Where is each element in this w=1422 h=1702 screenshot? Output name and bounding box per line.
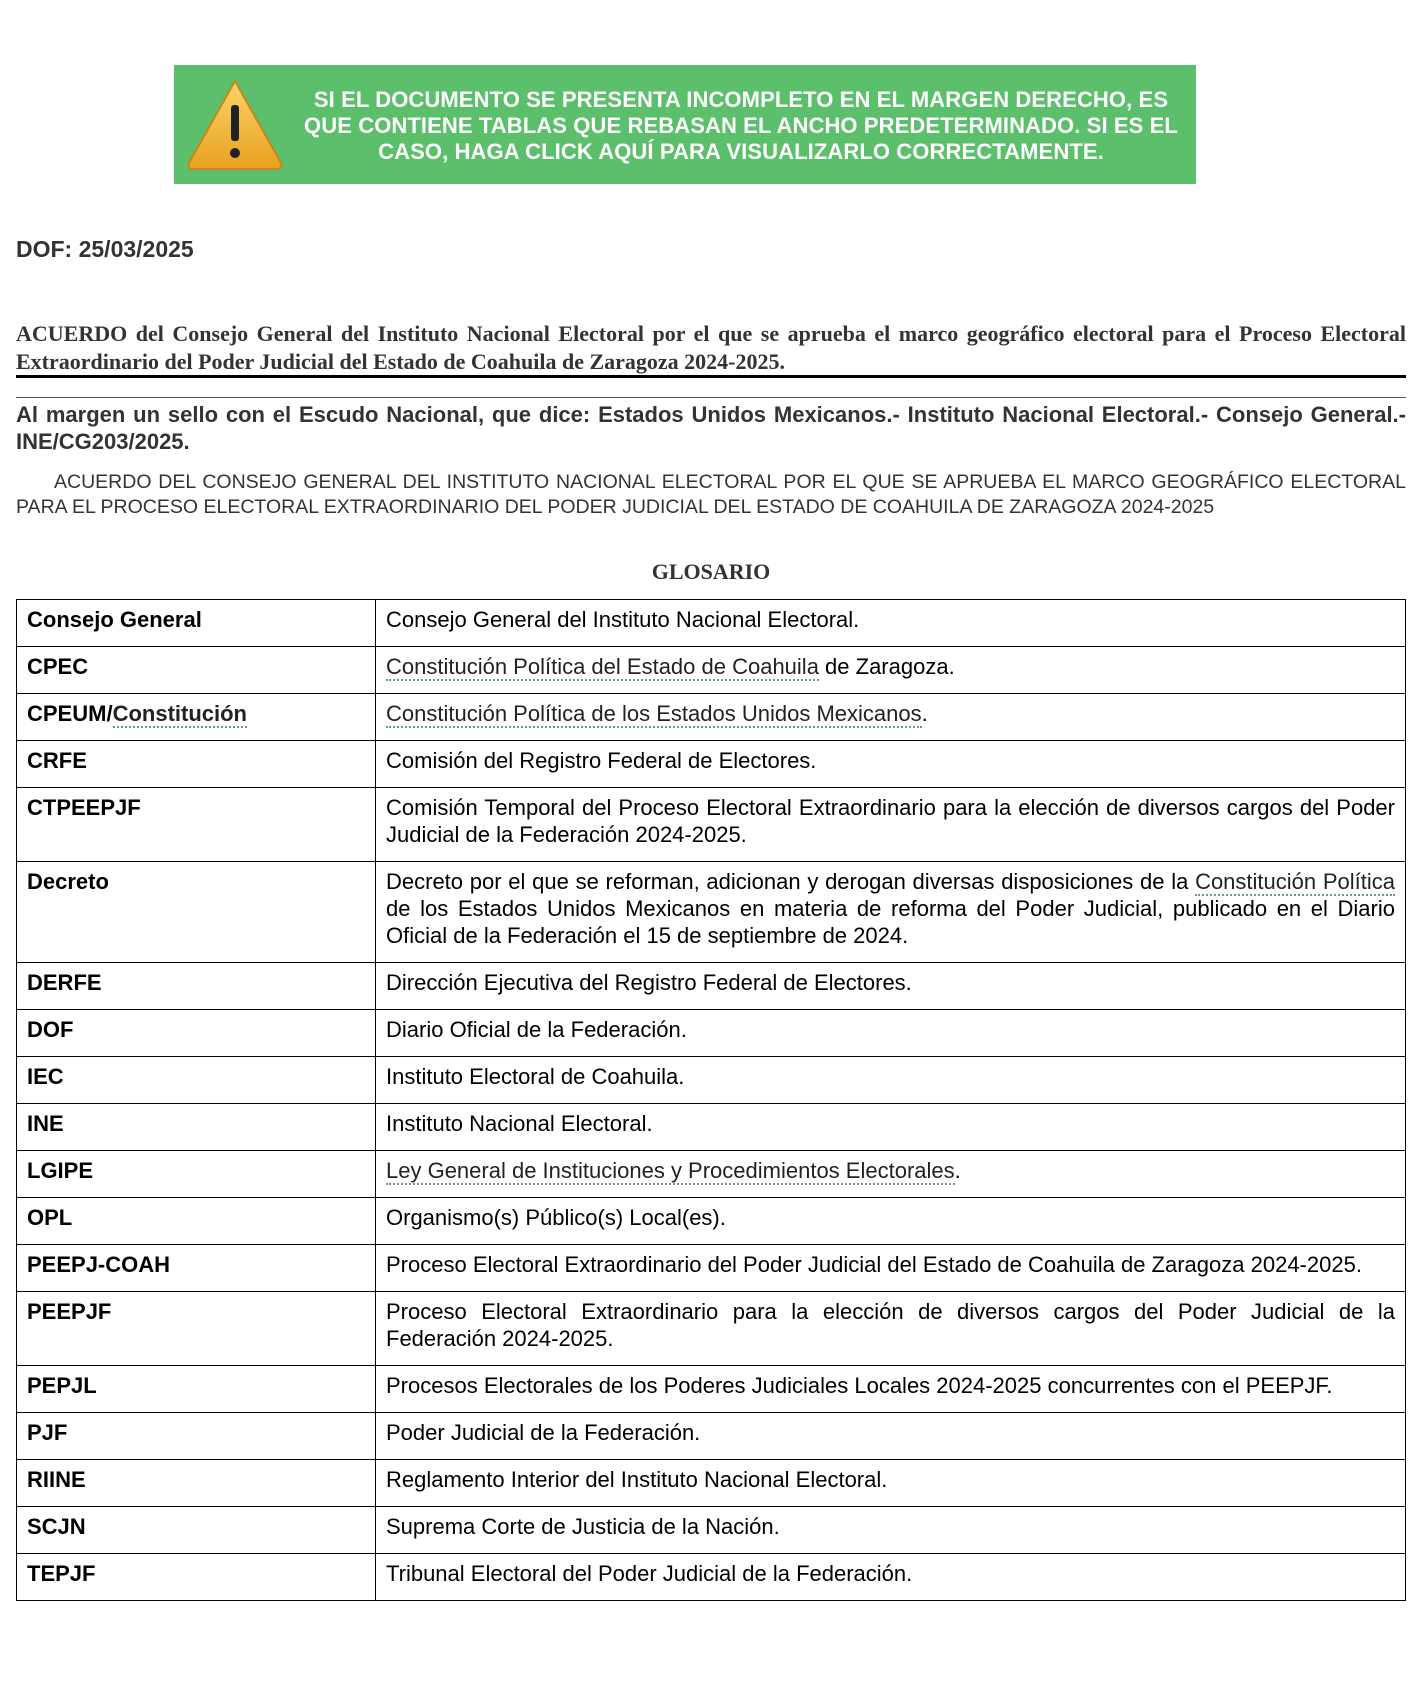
glossary-row [17,862,1406,963]
glossary-term-text: CPEC [27,654,89,679]
definition-text: Consejo General del Instituto Nacional Electoral. [386,607,860,632]
glossary-table [16,599,1406,1601]
glossary-definition [376,1198,1406,1245]
glossary-term [17,1010,376,1057]
glossary-term [17,1366,376,1413]
glossary-definition [376,1554,1406,1601]
publication-date: DOF: 25/03/2025 [16,236,194,262]
glossary-term-text: IEC [27,1064,64,1089]
glossary-term-text: INE [27,1111,64,1136]
definition-text: Tribunal Electoral del Poder Judicial de la Federación. [386,1561,913,1586]
glossary-term [17,1292,376,1366]
definition-text: Proceso Electoral Extraordinario del Poder Judicial del Estado de Coahuila de Zaragoza 2024-2025. [386,1252,1362,1277]
glossary-definition [376,1413,1406,1460]
definition-text: Proceso Electoral Extraordinario para la elección de diversos cargos del Poder Judicial de la Federación 2024-2025. [386,1299,1395,1351]
glossary-definition [376,1151,1406,1198]
glossary-term [17,1507,376,1554]
glossary-term-text: PEPJL [27,1373,97,1398]
legislation-link[interactable]: Ley General de Instituciones y Procedimientos Electorales [386,1158,955,1183]
glossary-definition [376,1057,1406,1104]
glossary-term [17,647,376,694]
glossary-definition [376,1460,1406,1507]
glossary-term-text: DOF [27,1017,74,1042]
definition-text: Decreto por el que se reforman, adicionan y derogan diversas disposiciones de la [386,869,1196,894]
definition-text: . [921,701,928,726]
glossary-term [17,862,376,963]
definition-text: Procesos Electorales de los Poderes Judiciales Locales 2024-2025 concurrentes con el PEEPJF. [386,1373,1333,1398]
glossary-term-text: PEEPJF [27,1299,112,1324]
glossary-term-text: SCJN [27,1514,86,1539]
glossary-term-text: OPL [27,1205,73,1230]
glossary-term-text: Decreto [27,869,109,894]
glossary-row [17,1104,1406,1151]
glossary-term [17,1104,376,1151]
definition-text: . [954,1158,961,1183]
glossary-definition [376,963,1406,1010]
glossary-definition [376,1104,1406,1151]
glossary-term-text: DERFE [27,970,102,995]
glossary-term [17,1245,376,1292]
glossary-term [17,963,376,1010]
glossary-term-text: TEPJF [27,1561,96,1586]
glossary-row [17,1292,1406,1366]
legislation-link[interactable]: Constitución Política [1195,869,1396,894]
glossary-term [17,1460,376,1507]
legislation-link[interactable]: Constitución Política del Estado de Coahuila [386,654,819,679]
glossary-term-text: CRFE [27,748,87,773]
glossary-row [17,1057,1406,1104]
title-divider-thin [16,397,1406,398]
glossary-term [17,1151,376,1198]
title-divider [16,375,1406,378]
definition-text: Instituto Nacional Electoral. [386,1111,653,1136]
glossary-row [17,647,1406,694]
definition-text: Reglamento Interior del Instituto Nacional Electoral. [386,1467,888,1492]
definition-text: Comisión del Registro Federal de Electores. [386,748,817,773]
glossary-definition [376,647,1406,694]
definition-text: Dirección Ejecutiva del Registro Federal de Electores. [386,970,912,995]
glossary-term [17,1198,376,1245]
glossary-definition [376,694,1406,741]
definition-text: Comisión Temporal del Proceso Electoral Extraordinario para la elección de diversos cargos del Poder Judicial de la Federación 2024-2025. [386,795,1395,847]
definition-text: de los Estados Unidos Mexicanos en materia de reforma del Poder Judicial, publicado en el Diario Oficial de la Federación el 15 de septiembre de 2024. [386,896,1395,948]
glossary-definition [376,1245,1406,1292]
glossary-row [17,1413,1406,1460]
legislation-link[interactable]: Constitución Política de los Estados Unidos Mexicanos [386,701,922,726]
glossary-definition [376,1507,1406,1554]
seal-description: Al margen un sello con el Escudo Nacional, que dice: Estados Unidos Mexicanos.- Instituto Nacional Electoral.- Consejo General.- INE/CG203/2025. [16,402,1406,454]
glossary-row [17,1245,1406,1292]
warning-icon [184,75,286,173]
glossary-row [17,600,1406,647]
glossary-heading: GLOSARIO [651,559,771,584]
glossary-definition [376,1010,1406,1057]
glossary-row [17,1460,1406,1507]
glossary-row [17,741,1406,788]
glossary-row [17,963,1406,1010]
glossary-row [17,788,1406,862]
definition-text: Suprema Corte de Justicia de la Nación. [386,1514,780,1539]
glossary-term-text: CTPEEPJF [27,795,141,820]
document-title: ACUERDO del Consejo General del Instituto Nacional Electoral por el que se aprueba el marco geográfico electoral para el Proceso Electoral Extraordinario del Poder Judicial del Estado de Coahuila de Zaragoza 2024-2025. [16,321,1406,374]
glossary-term [17,1413,376,1460]
glossary-term [17,788,376,862]
glossary-definition [376,788,1406,862]
glossary-term-text: CPEUM/ [27,701,113,726]
incomplete-document-banner[interactable] [174,65,1196,184]
glossary-definition [376,741,1406,788]
glossary-term-text: Consejo General [27,607,202,632]
glossary-term-text: LGIPE [27,1158,94,1183]
glossary-term-link[interactable]: Constitución [112,701,247,726]
glossary-row [17,1010,1406,1057]
glossary-term-text: PJF [27,1420,68,1445]
glossary-definition [376,1366,1406,1413]
definition-text: Organismo(s) Público(s) Local(es). [386,1205,726,1230]
definition-text: Diario Oficial de la Federación. [386,1017,687,1042]
glossary-definition [376,862,1406,963]
glossary-definition [376,1292,1406,1366]
glossary-term-text: PEEPJ-COAH [27,1252,171,1277]
glossary-term [17,600,376,647]
glossary-row [17,1554,1406,1601]
banner-message[interactable]: SI EL DOCUMENTO SE PRESENTA INCOMPLETO EN EL MARGEN DERECHO, ES QUE CONTIENE TABLAS QUE REBASAN EL ANCHO PREDETERMINADO. SI ES EL CASO, HAGA CLICK AQUÍ PARA VISUALIZARLO CORRECTAMENTE. [304,87,1178,164]
agreement-heading: ACUERDO DEL CONSEJO GENERAL DEL INSTITUTO NACIONAL ELECTORAL POR EL QUE SE APRUEBA EL MARCO GEOGRÁFICO ELECTORAL PARA EL PROCESO ELECTORAL EXTRAORDINARIO DEL PODER JUDICIAL DEL ESTADO DE COAHUILA DE ZARAGOZA 2024-2025 [16,471,1406,518]
definition-text: Instituto Electoral de Coahuila. [386,1064,685,1089]
glossary-term [17,1554,376,1601]
glossary-term [17,741,376,788]
glossary-row [17,1507,1406,1554]
glossary-row [17,1198,1406,1245]
definition-text: de Zaragoza. [818,654,955,679]
glossary-row [17,694,1406,741]
glossary-term [17,694,376,741]
glossary-term-text: RIINE [27,1467,86,1492]
glossary-row [17,1366,1406,1413]
glossary-definition [376,600,1406,647]
glossary-term [17,1057,376,1104]
definition-text: Poder Judicial de la Federación. [386,1420,701,1445]
glossary-row [17,1151,1406,1198]
